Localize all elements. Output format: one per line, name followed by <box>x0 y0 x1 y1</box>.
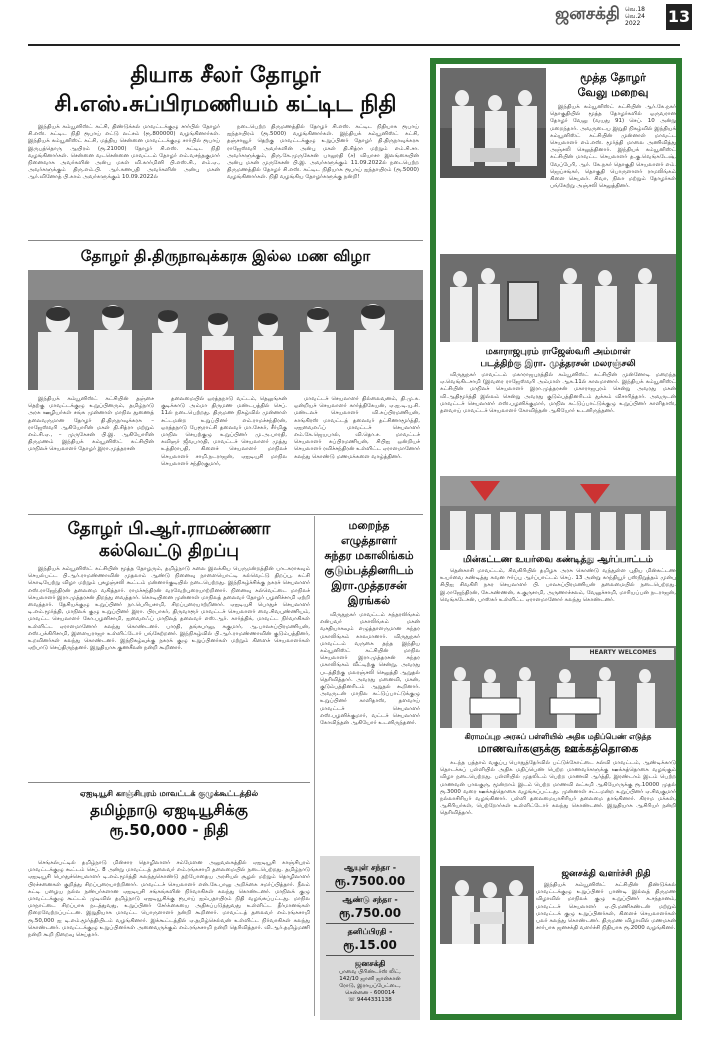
sub-publisher: ஜனசக்தி <box>354 959 386 968</box>
s2-title <box>440 346 676 370</box>
story2-col1: இந்தியக் கம்யூனிஸ்ட் கட்சியின் தஞ்சை தெற்கு மாவட்டக்குழு உறுப்பினரும், தமிழ்நாடு அரசு ஊழியர்கள் சங்க முன்னாள் மாநில துணைத் தலைவருமான தோழர் தி.திருநாவுக்கரசு – ராஜேஸ்வரி ஆகியோரின் மகள் தி.சித்ரா மற்றும் எம்.சி.ஏ., – முருகேசன் பி.இ. ஆகியோரின் திருமணம் இந்தியக் கம்யூனிஸ்ட் கட்சியின் மாநிலச் செயலாளர் தோழர் இரா.முத்தரசன் <box>28 396 154 453</box>
story5-headline-line1: ஏஐடியூசி காஞ்சிபுரம் மாவட்டக் குழுக்கூட்டத்தில் <box>79 789 259 798</box>
s1-title-line2: வேலு மறைவு <box>577 86 649 99</box>
sub-year-value: ரூ.750.00 <box>338 906 402 920</box>
s5-text: இந்தியக் கம்யூனிஸ்ட் கட்சியின் திண்டுக்கல் மாவட்டக்குழு உறுப்பினர் பாண்டி இல்லத் திருமண விழாவில் மாநிலக் குழு உறுப்பினர் க.சந்தானம், மாவட்டச் செயலாளர் ஏ.பி.மணிகண்டன் மற்றும் மாவட்டக் குழு உறுப்பினர்கள், கிளைச் செயலாளர்கள் பலர் கலந்து கொண்டனர். திருமண விழாவில் மணமகன் சார்பாக ஜனசக்தி வளர்ச்சி நிதியாக ரூ.2000 வழங்கினர். <box>536 882 676 932</box>
story3-headline-line1: தோழர் பி.ஆர்.ராமண்ணா <box>67 519 271 539</box>
s4-text: கடந்த பத்தாம் வகுப்பு பொதுத்தேர்வில் பட்டுக்கோட்டை கல்வி மாவட்டம், ஆண்டிக்காடு தொடக்கப் பள்ளியில் அதிக மதிப்பெண் பெற்ற மாணவர்களுக்கு ஊக்கத்தொகை வழங்கும் விழா நடைபெற்றது. பள்ளியில் முதலிடம் பெற்ற மாணவி ஆர்த்தி, இரண்டாம் இடம் பெற்ற மாணவன் பாலகுரு, மூன்றாம் இடம் பெற்ற மாணவி லட்சுமி ஆகியோருக்கு ரூ.10000 முதல் ரூ.3000 வரை ஊக்கத்தொகை வழங்கப்பட்டது. முன்னாள் சட்டமன்ற உறுப்பினர் ஏ.சிவகுமார் நல்லாசிரியர் வழங்கினார். பள்ளி தலைமையாசிரியர் தலைமை தாங்கினார். கிராம மக்கள், ஆசிரியர்கள், பெற்றோர்கள் உள்ளிட்டோர் கலந்து கொண்டனர். இறுதியாக ஆசிரியர் நன்றி தெரிவித்தார். <box>440 760 676 817</box>
divider <box>28 240 423 241</box>
issue-info: வெ.18 வெ.24 2022 <box>625 6 645 27</box>
story5-headline-line2: தமிழ்நாடு ஏஐடியூசிக்கு <box>90 801 248 819</box>
sidebar-panel <box>430 58 682 1020</box>
banner-text: HEARTY WELCOMES <box>589 649 657 656</box>
story1-col1: இந்தியக் கம்யூனிஸ்ட் கட்சி, திண்டுக்கல் மாவட்டக்குழு சார்பில் தோழர் சி.எஸ். கட்டிட நிதி ரூபாய் எட்டு லட்சம் (ரூ.800000) வழங்கினார்கள். இந்தியக் கம்யூனிஸ்ட் கட்சி, மத்திய சென்னை மாவட்டக்குழு சார்பில் ரூபாய் இருபத்தொரு ஆயிரம் (ரூ.21000) தோழர் சி.எஸ். கட்டிட நிதி வழங்கினார்கள். சென்னை வடசென்னை மாவட்டம் தோழர் எம்.வசந்தகுமார் நினைவாக அவர்களின் அன்பு மகள் வி.கார்மினி பி.எஸ்.சி., எம்.ஏ., அவர்களுக்கும் திரு.எம்.பி. ஆர்.கணபதி அவர்களின் அன்பு மகன் ஆர்.வினோத் பி.காம் அவர்களுக்கும் 10.09.2022ல் <box>28 124 220 181</box>
story1-headline <box>28 62 423 120</box>
s1-title-line1: மூத்த தோழர் <box>580 71 646 84</box>
story4-headline-line2: எழுத்தாளர் <box>340 534 398 547</box>
sub-life-value: ரூ.7500.00 <box>334 874 406 888</box>
s2-title-line1: மகாராஜபுரம் ராஜேஸ்வரி அம்மாள் <box>485 347 631 357</box>
sub-divider <box>326 891 414 892</box>
masthead: ஜனசக்தி <box>555 4 620 24</box>
s2-text: விருதுநகர் மாவட்டம் மகாராஜபுரத்தில் கம்யூனிஸ்ட் கட்சியின் முன்னோடி மறைந்த ஏ.வெங்கிடசாமி (இவரை ராஜேஸ்வரி அம்மாள் ஆக.11ல் காலமானார். இந்தியக் கம்யூனிஸ்ட் கட்சியின் மாநிலச் செயலாளர் இரா.முத்தரசன் மகாராஜபுரம் சென்று அவரது மகன் வி.ஆதிமூர்த்தி இல்லம் சென்று அவரது குடும்பத்தினரிடம் துக்கம் விசாரித்தார். அவருடன் மாவட்டச் செயலாளர் எஸ்.பழனிக்குமார், மாநில கட்டுப்பாட்டுக்குழு உறுப்பினர் காளிதாஸ், தளவாய் மாவட்டச் செயலாளர் கோவிந்தன் ஆகியோர் உடனிருந்தனர். <box>440 372 676 415</box>
s3-text: தென்காசி மாவட்டம், சிவகிரியில் தமிழக அரசு கொண்டு வந்துள்ள புதிய மின்கட்டண உயர்வை கண்டித்து கவன ஈர்ப்பு ஆர்ப்பாட்டம் செப். 13 அன்று காந்தியூர் பஸ்நிறுத்தம் முன்பு சிபிஐ சிவகிரி நகர செயலாளர் பி. பாலசுப்பிரமணியன் தலைமையில் நடைபெற்றது. இ.ராஜேந்திரன், கே.கண்ணன், க.குருசாமி, அருணாச்சலம், வேலுச்சாமி, மாரியப்பன் நடராஜன், வெங்கடேசன், பாஸ்கர் உள்ளிட்ட ஏராளமானோர் கலந்து கொண்டனர். <box>440 568 676 603</box>
story4-body: விருதுநகர் மாவட்டம் சுந்தரலிங்கம் என்பவர் மகாலிங்கம் மகன் வசதியாகவும் எழுத்தாளருமான சுந்தர மகாலிங்கம் காலமானார். விருதுநகர் மாவட்டம் வருகை தந்த இந்திய கம்யூனிஸ்ட் கட்சியின் மாநில செயலாளர் இரா.முத்தரசன் சுந்தர மகாலிங்கம் வீட்டிற்கு சென்று, அவரது படத்திற்கு மலரஞ்சலி செலுத்தி ஆறுதல் தெரிவித்தார். அவரது மனைவி, மகன், குடும்பத்தினரிடம் ஆறுதல் கூறினார். அவருடன் மாநில கட்டுப்பாட்டுக்குழு உறுப்பினர் காளிதாஸ், தளவாய் மாவட்டச் செயலாளர் எஸ்.பழனிக்குமார், வட்டச் செயலாளர் கோவிந்தன் ஆகியோர் உடனிருந்தனர். <box>320 612 420 727</box>
sub-divider <box>326 923 414 924</box>
wedding-photo <box>28 270 423 390</box>
story3-body: இந்தியக் கம்யூனிஸ்ட் கட்சியின் மூத்த தோழரும், தமிழ்நாடு கலை இலக்கிய பெருமன்றத்தின் பாடகராகவும் செயல்பட்ட பி.ஆர்.ராமண்ணாவின் முதலாம் ஆண்டு நினைவு நாளையொட்டி கல்வெட்டு திறப்பு, கட்சி கொடியேற்று விழா மற்றும் புகழஞ்சலி கூட்டம் மன்னார்குடியில் நடைபெற்றது. இந்நிகழ்ச்சிக்கு நகரச் செயலாளர் எஸ்.ராஜேந்திரன் தலைமை வகித்தார். ராமச்சந்திரன் வரவேற்புரையாற்றினார். நினைவு கல்வெட்டை மாநிலச் செயலாளர் இரா.முத்தரசன் திறந்து வைத்தார். கொடியினை முன்னாள் மாநிலத் தலைவர் தோழர் பழனிச்சாமி ஏற்றி வைத்தார். தேசியக்குழு உறுப்பினர் நா.பெரியசாமி, சிறப்புரையாற்றினார். ஏஐடியுசி பொதுச் செயலாளர் டி.எம்.மூர்த்தி, மாநிலக் குழு உறுப்பினர் இரா. பிரபாகர், திருவாரூர் மாவட்டச் செயலாளர் வை.சிவபுண்ணியம், மாவட்ட செயலாளர் கோ.பழனிசாமி, ஐவைஎஃப் மாநிலத் தலைவர் எஸ்.ஆர். கார்த்திக், மாவட்ட நிர்வாகிகள் உள்ளிட்ட ஏராளமானோர் கலந்து கொண்டனர். பாரதி, தங்கபாலு, சுகுமார், ஆ.பாலசுப்பிரமணியன், எஸ்.பக்கிரிசாமி, இளையராஜா உள்ளிட்டோர் பங்கேற்றனர். இந்நிகழ்வில் பி.ஆர்.ராமண்ணாவின் குடும்பத்தினர், உறவினர்கள் கலந்து கொண்டனர். இந்நிகழ்வுக்கு நகரக் குழு உறுப்பினர்கள் மற்றும் கிளைச் செயலாளர்கள் ஏற்பாடு செய்திருந்தனர். இறுதியாக குணசீலன் நன்றி கூறினார். <box>28 566 310 652</box>
header-rule <box>28 44 680 46</box>
school-photo <box>440 646 676 728</box>
sub-divider <box>326 955 414 956</box>
s1-title <box>548 70 678 100</box>
story4-headline-line6: இரங்கல் <box>347 594 391 607</box>
story5-headline <box>28 788 310 840</box>
s4-title-line1: கிராமப்புற அரசுப் பள்ளியில் அதிக மதிப்பெண் எடுத்த <box>464 732 652 741</box>
story1-headline-line2: சி.எஸ்.சுப்பிரமணியம் கட்டிட நிதி <box>54 92 397 117</box>
story1-col2: நடைபெற்ற திருமணத்தில் தோழர் சி.எஸ். கட்டிட நிதியாக ரூபாய் ஐந்தாயிரம் (ரூ.5000) வழங்கினார்கள். இந்தியக் கம்யூனிஸ்ட் கட்சி, தஞ்சாவூர் தெற்கு மாவட்டக்குழு உறுப்பினர் தோழர் தி.திருநாவுக்கரசு ராஜேஸ்வரி அவர்களின் அன்பு மகள் தி.சித்ரா மற்றும் எம்.சி.சா. அவர்களுக்கும், திரு.கே.முருகேசன் பாலுரதி (ச) வியாசா இலங்கையின் அன்பு மகன் முருகேசன் பி.இ. அவர்களுக்கும் 11.09.2022ல் நடைபெற்ற திருமணத்தில் தோழர் சி.எஸ். கட்டிட நிதியாக ரூபாய் ஐந்தாயிரம் (ரூ.5000) வழங்கினார்கள். நிதி வழங்கிய தோழர்களுக்கு நன்றி! <box>227 124 419 181</box>
story2-col2: தலைமையில் ஒரத்தநாடு வட்டம், தெலுங்கன் குடிக்காடு அம்மா திருமண மண்டபத்தில் செப். 11ல் நடைபெற்றது. திருமண நிகழ்வில் முன்னாள் சட்டமன்ற உறுப்பினர் எம்.ராமச்சந்திரன், ஒரத்தநாடு பேரூராட்சி தலைவர் மா.சேகர், சீர்மிகு மாநில செயற்குழு உறுப்பினர் மு.அ.பாரதி, கவிஞர் ஜீவபாரதி, மாவட்டச் செயலாளர் முத்து உத்திராபதி, கிளைச் செயலாளர் மாநிலச் செயலாளர் சாமி.நடராஜன், ஏஐடியுசி மாநில செயலாளர் சந்திரகுமார், <box>161 396 287 467</box>
s3-title: மின்கட்டண உயர்வை கண்டித்து ஆர்ப்பாட்டம் <box>462 555 654 565</box>
divider <box>28 514 423 515</box>
story4-headline <box>318 518 420 608</box>
story2-col3: மாவட்டச் செயலாளர் தில்லைவனம், தி.மு.க. ஒன்றியச் செயலாளர் கார்த்திகேயன், ஏ.ஐ.டி.யு.சி. மண்டலச் செயலாளர் வி.சுப்பிரமணியன், காங்கிரஸ் மாவட்டத் தலைவர் தட்சிணாமூர்த்தி, ஏஐவைஎஃப் மாவட்டச் செயலாளர் எம்.கே.ஜெயபால், வி.தொ.ச. மாவட்டச் செயலாளர் சுப்பிரமணியன், சிபிஐ ஒன்றியச் செயலாளர் ரவிச்சந்திரன் உள்ளிட்ட ஏராளமானோர் கலந்து கொண்டு மணமக்களை வாழ்த்தினர். <box>294 396 420 460</box>
story4-headline-line4: குடும்பத்தினரிடம் <box>324 564 414 577</box>
s2-title-line2: படத்திற்கு இரா. முத்தரசன் மலரஞ்சலி <box>480 359 636 369</box>
story5-body: செங்கல்பட்டில் தமிழ்நாடு மின்சார தொழிலாளர் சம்மேளன அலுவலகத்தில் ஏஐடியூசி காஞ்சிபுரம் மாவட்டக்குழு கூட்டம் செப். 8 அன்று மாவட்டத் தலைவர் எம்.ரங்கசாமி தலைமையில் நடைபெற்றது. தமிழ்நாடு ஏஐடியூசி பொதுச்செயலாளர் டி.எம்.மூர்த்தி கலந்துகொண்டு தற்போதைய அரசியல் சூழல் மற்றும் தொழிலாளர் பிரச்சனைகள் குறித்து சிறப்புரையாற்றினார். மாவட்டச் செயலாளர் என்.கே.பாலு அறிக்கை சமர்ப்பித்தார். நீலம் கட்டி பழைய நல்ல நண்பர்களான ஏஐடியுசி சங்கங்களின் நிர்வாகிகள் கலந்து கொண்டனர். மாநிலக் குழு மாவட்டக்குழு கூட்டம் முடிவில் தமிழ்நாடு ஏஐடியூசிக்கு ரூபாய் ஐம்பதாயிரம் நிதி வழங்கப்பட்டது. மாநில மாநாட்டை சிறப்பாக நடத்துவது, உறுப்பினர் சேர்க்கையை அதிகப்படுத்துவது உள்ளிட்ட தீர்மானங்கள் நிறைவேற்றப்பட்டன. இறுதியாக மாவட்ட பொருளாளர் நன்றி கூறினார். மாவட்டத் தலைவர் எம்.ரங்கசாமி ரூ.50,000 ஐ டி.எம்.மூர்த்தியிடம் வழங்கினார். இக்கூட்டத்தில் ஏ.தமிழ்செல்வன் உள்ளிட்ட நிர்வாகிகள் கலந்து கொண்டனர். மாவட்டக்குழு உறுப்பினர்கள் அனைவருக்கும் எம்.ரங்கசாமி நன்றி தெரிவித்தார். வி.ஆர்.தமிழ்மணி நன்றி கூறி நிறைவு செய்தார். <box>28 860 310 939</box>
protest-photo <box>440 476 676 550</box>
story4-headline-line5: இரா.முத்தரசன் <box>331 579 407 592</box>
story5-headline-line3: ரூ.50,000 - நிதி <box>109 821 229 839</box>
story4-headline-line1: மறைந்த <box>348 519 390 532</box>
story2-headline: தோழர் தி.திருநாவுக்கரசு இல்ல மண விழா <box>80 247 371 265</box>
sub-single-label: தனிப்பிரதி - <box>347 927 393 936</box>
story4-headline-line3: சுந்தர மகாலிங்கம் <box>324 549 414 562</box>
story1-headline-line1: தியாக சீலர் தோழர் <box>130 63 321 88</box>
subscription-box <box>320 856 420 1020</box>
sub-life-label: ஆயுள் சந்தா - <box>343 863 397 872</box>
sub-year-label: ஆண்டு சந்தா - <box>342 895 398 904</box>
s4-title-line2: மாணவர்களுக்கு ஊக்கத்தொகை <box>477 742 639 755</box>
s5-title: ஜனசக்தி வளர்ச்சி நிதி <box>561 869 651 879</box>
divider <box>28 782 310 783</box>
sub-address: பாவை பிரிண்டர்ஸ் லிட், 142/10 ஜானி ஜான்கான் ரோடு, இராயப்பேட்டை, சென்னை - 600014 ☏ 9444331138 <box>339 969 401 1003</box>
rajeswari-photo <box>440 254 676 342</box>
s4-title <box>440 732 676 756</box>
story3-headline <box>28 518 310 562</box>
s1-text: இந்தியக் கம்யூனிஸ்ட் கட்சியின் ஆர்.கே.நகர் தொகுதியில் மூத்த தோழர்களில் ஒருவரான தோழர் வேலு (வயது 91) செப். 10 அன்று மறைந்தார். அவருடைய இறுதி நிகழ்வில் இந்தியக் கம்யூனிஸ்ட் கட்சியின் முன்னாள் மாவட்ட செயலாளர் எம்.எஸ். மூர்த்தி மாலை அணிவித்து அஞ்சலி செலுத்தினார். இந்தியக் கம்யூனிஸ்ட் கட்சியின் மாவட்ட செயலாளர் த.கு.வெங்கடேஷ், வேப்பேரி, ஆர். கே.நகர் தொகுதி செயலாளர் எம். ஜெய்சங்கர், தொகுதி பொருளாளர் ராமலிங்கம் கிளை செயலர். சிவா, நிலா மற்றும் தோழர்கள் பங்கேற்று அஞ்சலி செலுத்தினர். <box>550 104 676 190</box>
page-number: 13 <box>666 4 692 30</box>
story3-headline-line2: கல்வெட்டு திறப்பு <box>99 541 239 561</box>
sub-single-value: ரூ.15.00 <box>343 938 397 952</box>
column-divider <box>314 516 315 1016</box>
